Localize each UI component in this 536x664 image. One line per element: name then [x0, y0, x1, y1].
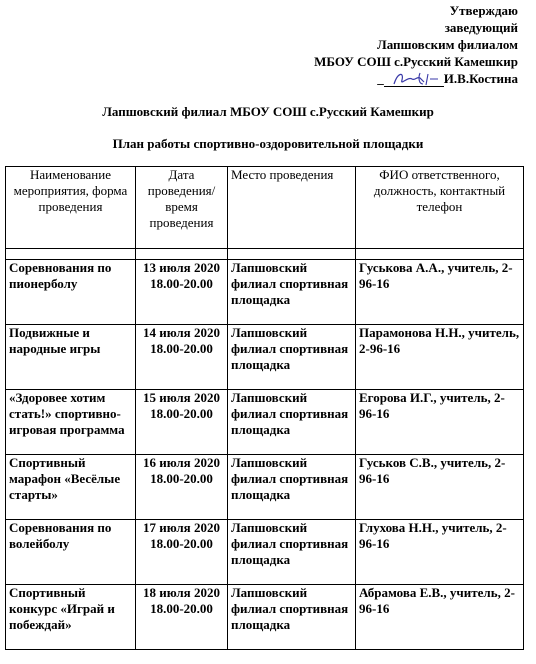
event-responsible: Абрамова Е.В., учитель, 2-96-16	[356, 585, 524, 650]
event-date: 13 июля 2020	[143, 260, 220, 275]
handwritten-signature-icon	[390, 70, 440, 88]
event-date-cell	[136, 390, 228, 455]
approval-line: заведующий	[444, 20, 518, 35]
event-date-cell	[136, 520, 228, 585]
document-subtitle: План работы спортивно-оздоровительной площадки	[112, 136, 424, 151]
signature-line	[314, 70, 518, 87]
plan-table	[5, 166, 524, 650]
event-time: 18.00-20.00	[150, 341, 213, 356]
table-row	[6, 520, 524, 585]
signature-blank	[384, 72, 444, 87]
event-name: «Здоровее хотим стать!» спортивно-игровая программа	[6, 390, 136, 455]
approval-line: МБОУ СОШ с.Русский Камешкир	[314, 54, 518, 69]
event-place: Лапшовский филиал спортивная площадка	[228, 520, 356, 585]
event-place: Лапшовский филиал спортивная площадка	[228, 585, 356, 650]
event-date: 17 июля 2020	[143, 520, 220, 535]
event-date-cell	[136, 585, 228, 650]
table-row	[6, 325, 524, 390]
event-date: 18 июля 2020	[143, 585, 220, 600]
event-place: Лапшовский филиал спортивная площадка	[228, 325, 356, 390]
event-date-cell	[136, 455, 228, 520]
column-header-event: Наименование мероприятия, форма проведения	[6, 167, 136, 249]
event-responsible: Парамонова Н.Н., учитель, 2-96-16	[356, 325, 524, 390]
event-responsible: Гуськов С.В., учитель, 2-96-16	[356, 455, 524, 520]
event-date: 15 июля 2020	[143, 390, 220, 405]
event-time: 18.00-20.00	[150, 406, 213, 421]
event-name: Спортивный марафон «Весёлые старты»	[6, 455, 136, 520]
event-place: Лапшовский филиал спортивная площадка	[228, 260, 356, 325]
table-spacer-row	[6, 249, 524, 260]
event-date-cell	[136, 325, 228, 390]
table-row	[6, 390, 524, 455]
table-row	[6, 260, 524, 325]
event-place: Лапшовский филиал спортивная площадка	[228, 390, 356, 455]
event-name: Соревнования по волейболу	[6, 520, 136, 585]
event-name: Подвижные и народные игры	[6, 325, 136, 390]
approval-line: Лапшовским филиалом	[377, 37, 518, 52]
event-time: 18.00-20.00	[150, 536, 213, 551]
event-name: Спортивный конкурс «Играй и побеждай»	[6, 585, 136, 650]
signatory-name: И.В.Костина	[443, 71, 518, 86]
approval-line: Утверждаю	[449, 3, 518, 18]
column-header-place: Место проведения	[228, 167, 356, 249]
event-time: 18.00-20.00	[150, 471, 213, 486]
event-date-cell	[136, 260, 228, 325]
event-responsible: Глухова Н.Н., учитель, 2-96-16	[356, 520, 524, 585]
column-header-responsible: ФИО ответственного, должность, контактный телефон	[356, 167, 524, 249]
event-place: Лапшовский филиал спортивная площадка	[228, 455, 356, 520]
event-time: 18.00-20.00	[150, 601, 213, 616]
document-title: Лапшовский филиал МБОУ СОШ с.Русский Камешкир	[102, 104, 434, 119]
table-header-row	[6, 167, 524, 249]
table-row	[6, 455, 524, 520]
approval-block	[314, 2, 518, 87]
signature-prefix: _	[377, 71, 384, 86]
event-time: 18.00-20.00	[150, 276, 213, 291]
event-responsible: Егорова И.Г., учитель, 2-96-16	[356, 390, 524, 455]
column-header-date: Дата проведения/ время проведения	[136, 167, 228, 249]
event-responsible: Гуськова А.А., учитель, 2-96-16	[356, 260, 524, 325]
table-row	[6, 585, 524, 650]
event-date: 16 июля 2020	[143, 455, 220, 470]
event-date: 14 июля 2020	[143, 325, 220, 340]
event-name: Соревнования по пионерболу	[6, 260, 136, 325]
